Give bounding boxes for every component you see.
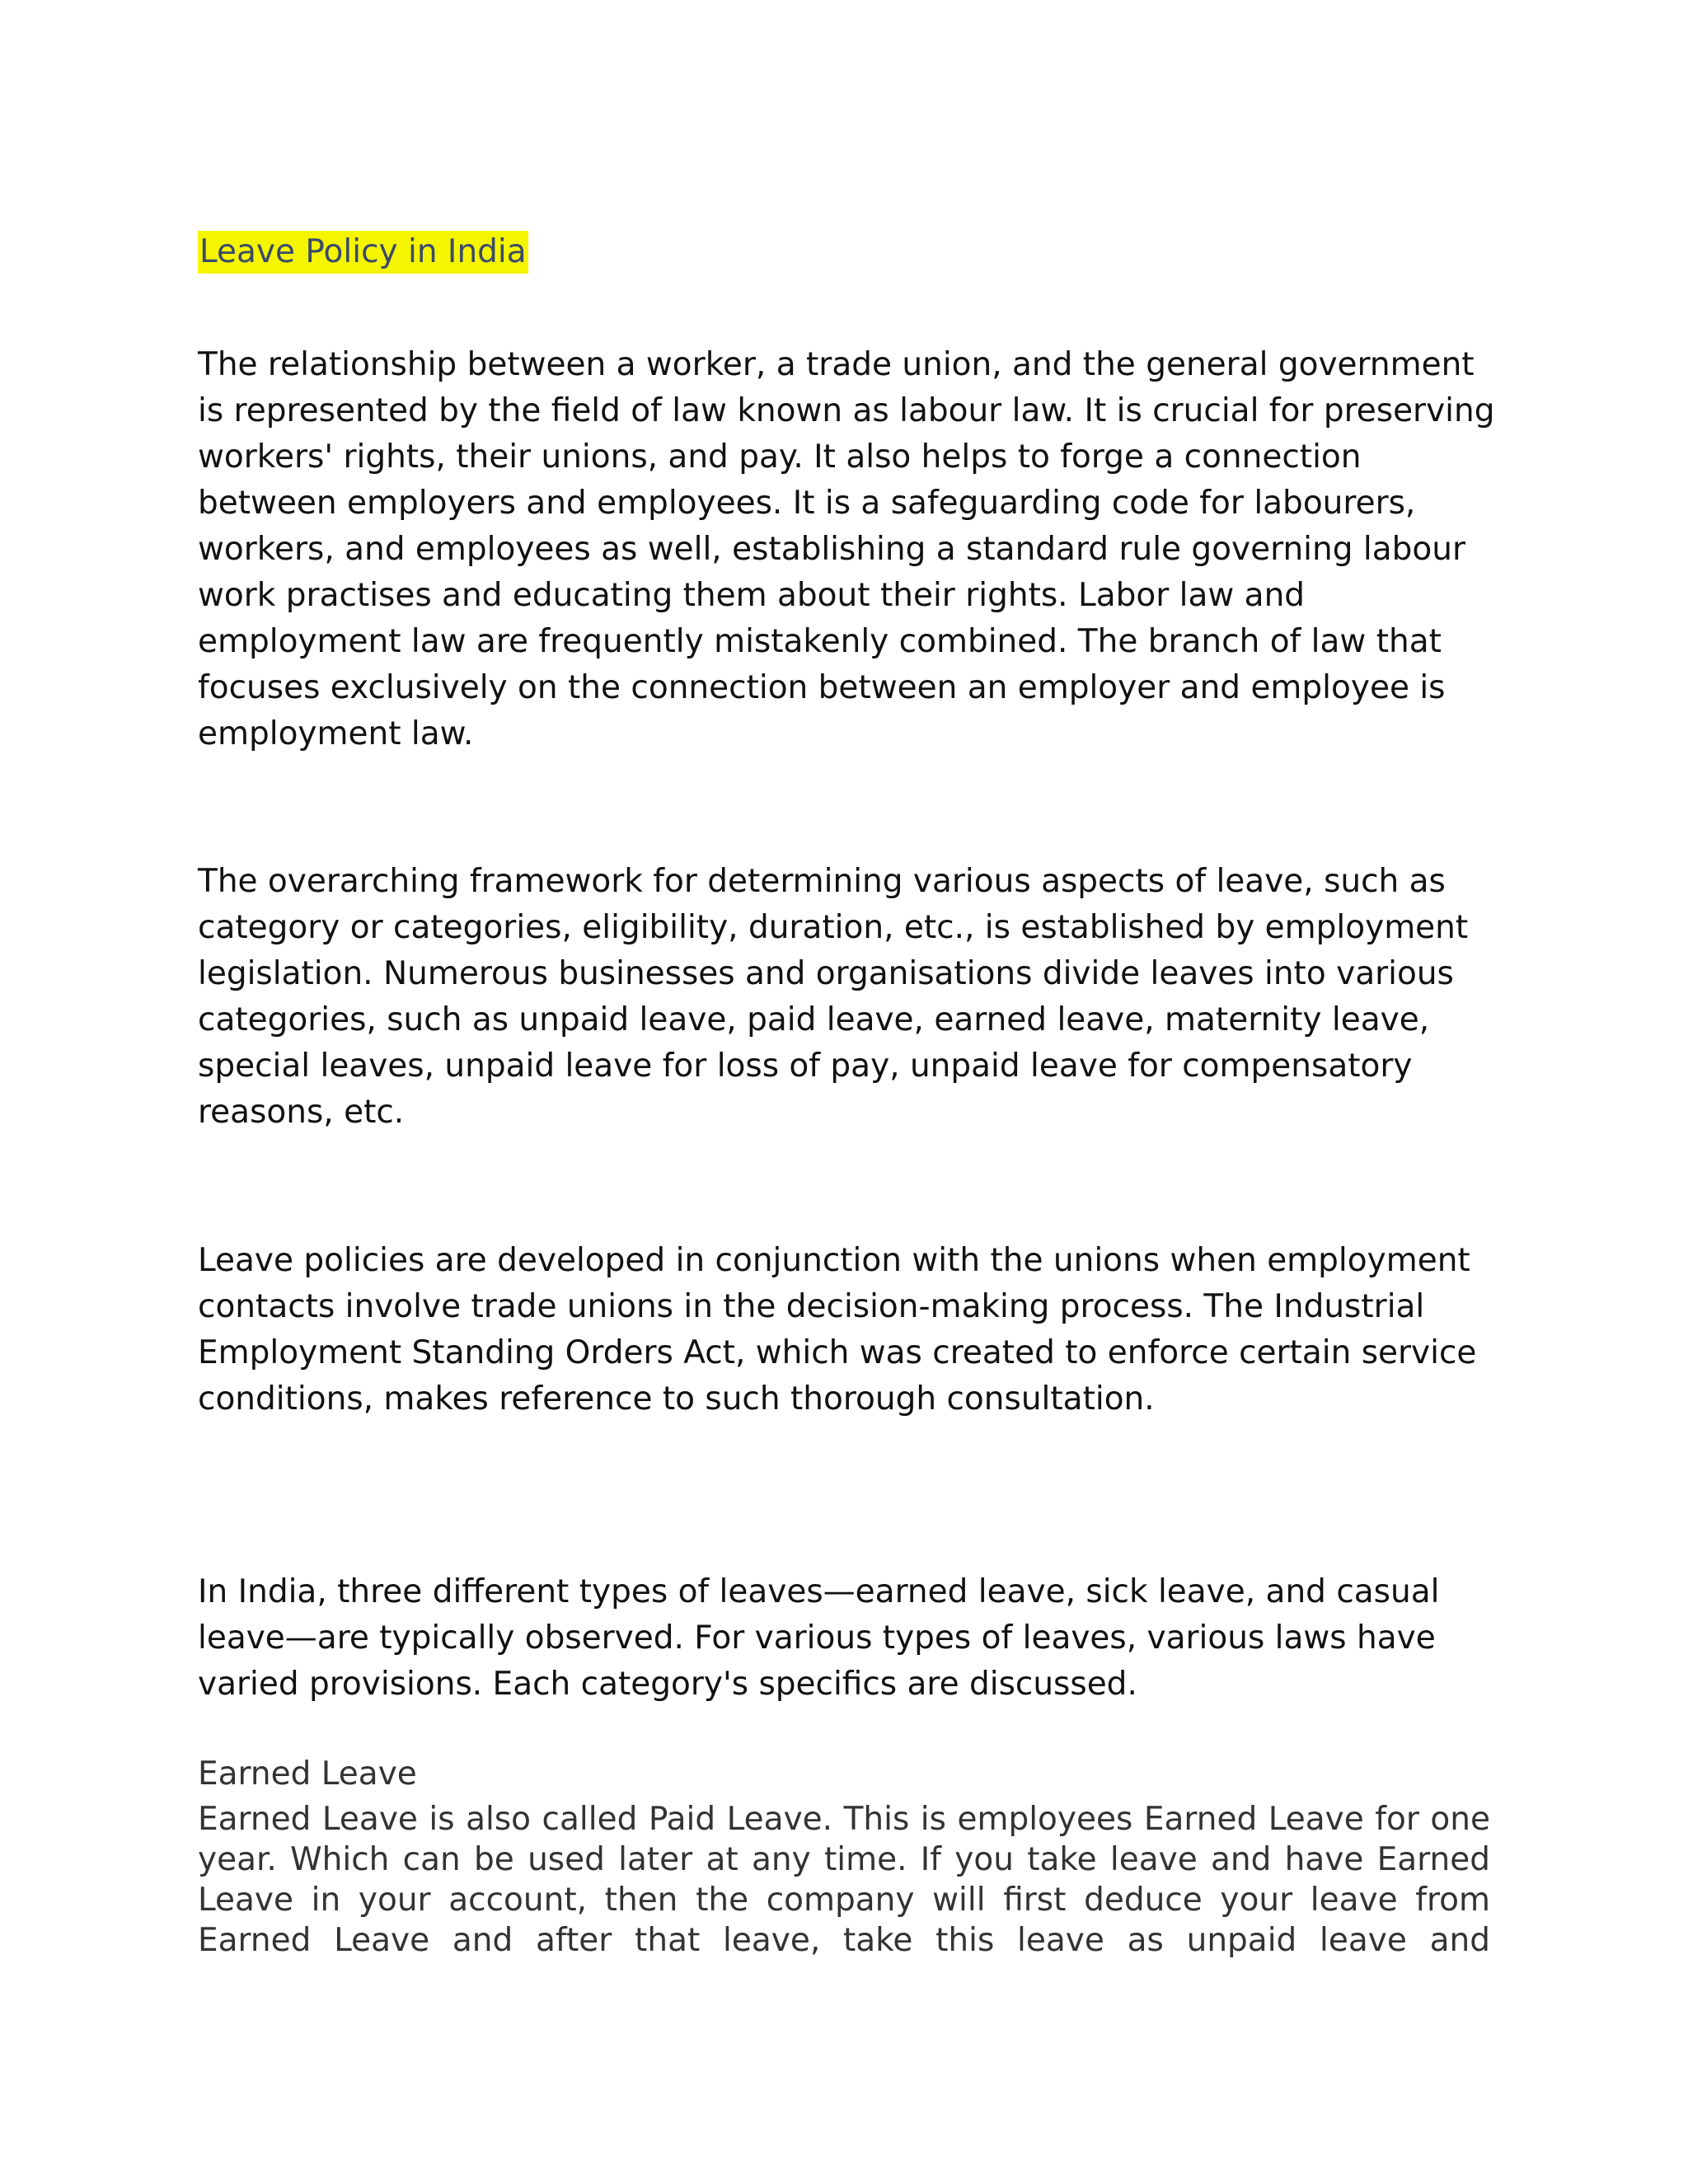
section-body-earned-leave: Earned Leave is also called Paid Leave. This is employees Earned Leave for one year. Which can be used later at any time. If you take leave and have Earned Leave in your account, then the company will first deduce your leave from Earned Leave and after that leave, take this leave as unpaid leave and (198, 1801, 1490, 1959)
paragraph-labour-law: The relationship between a worker, a trade union, and the general government is represented by the field of law known as labour law. It is crucial for preserving workers' rights, their unions, and pay. It also helps to forge a connection between employers and employees. It is a safeguarding code for labourers, workers, and employees as well, establishing a standard rule governing labour work practises and educating them about their rights. Labor law and employment law are frequently mistakenly combined. The branch of law that focuses exclusively on the connection between an employer and employee is employment law. (198, 346, 1495, 752)
document-title: Leave Policy in India (198, 231, 528, 274)
section-heading-earned-leave: Earned Leave (198, 1755, 417, 1793)
paragraph-leave-types: In India, three different types of leaves—earned leave, sick leave, and casual leave—are typically observed. For various types of leaves, various laws have varied provisions. Each category's specifics are discussed. (198, 1573, 1440, 1703)
paragraph-leave-framework: The overarching framework for determining various aspects of leave, such as category or categories, eligibility, duration, etc., is established by employment legislation. Numerous businesses and organisations divide leaves into various categories, such as unpaid leave, paid leave, earned leave, maternity leave, special leaves, unpaid leave for loss of pay, unpaid leave for compensatory reasons, etc. (198, 863, 1469, 1131)
paragraph-leave-unions: Leave policies are developed in conjunction with the unions when employment contacts involve trade unions in the decision-making process. The Industrial Employment Standing Orders Act, which was created to enforce certain service conditions, makes reference to such thorough consultation. (198, 1242, 1477, 1418)
